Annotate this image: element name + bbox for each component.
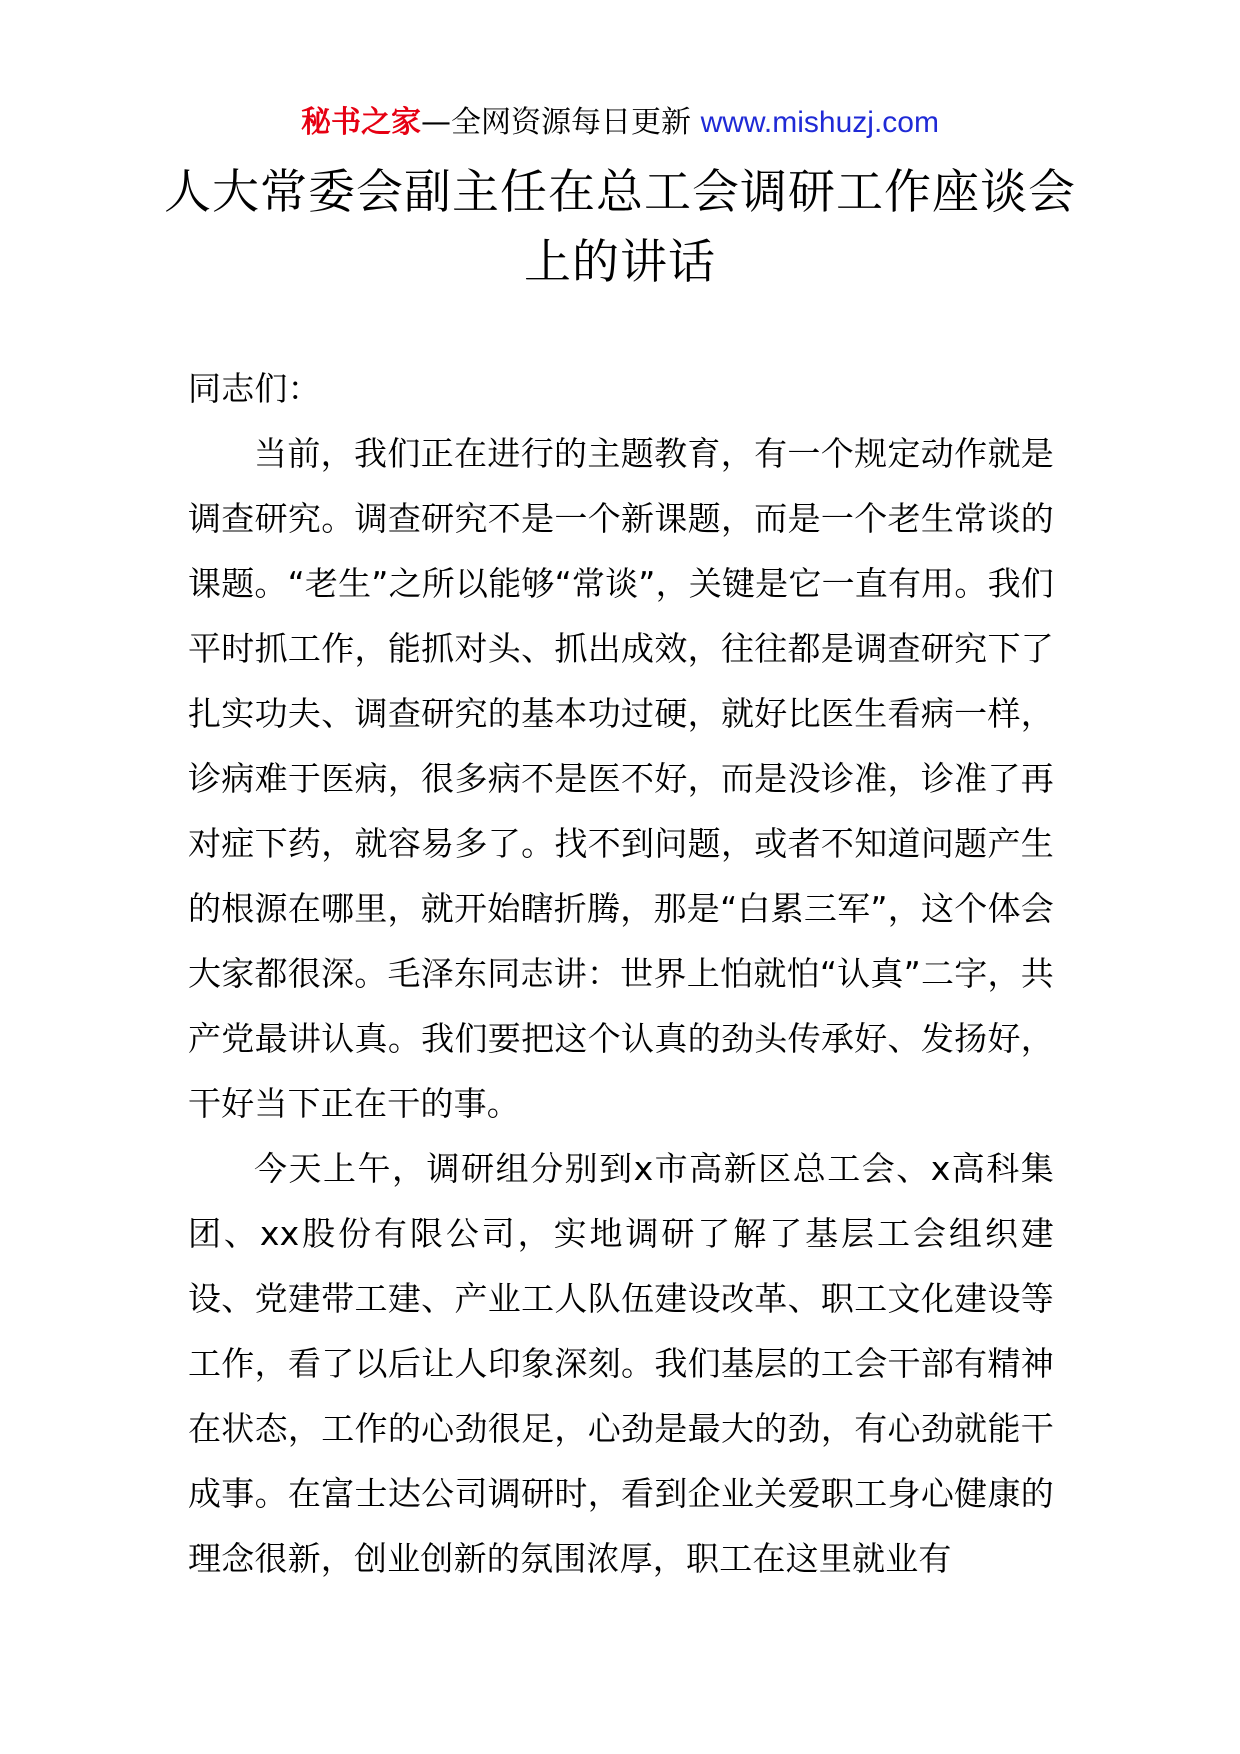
- document-body: [188, 356, 1054, 1591]
- site-header: [0, 98, 1240, 148]
- brand-name: 秘书之家: [301, 105, 422, 140]
- header-tagline: —全网资源每日更新: [421, 105, 701, 140]
- site-url-link[interactable]: www.mishuzj.com: [700, 106, 939, 139]
- body-paragraph-1: 当前，我们正在进行的主题教育，有一个规定动作就是调查研究。调查研究不是一个新课题，而是一个老生常谈的课题。“老生”之所以能够“常谈”，关键是它一直有用。我们平时抓工作，能抓对头、抓出成效，往往都是调查研究下了扎实功夫、调查研究的基本功过硬，就好比医生看病一样，诊病难于医病，很多病不是医不好，而是没诊准，诊准了再对症下药，就容易多了。找不到问题，或者不知道问题产生的根源在哪里，就开始瞎折腾，那是“白累三军”，这个体会大家都很深。毛泽东同志讲：世界上怕就怕“认真”二字，共产党最讲认真。我们要把这个认真的劲头传承好、发扬好，干好当下正在干的事。: [188, 434, 1054, 1123]
- document-title: 人大常委会副主任在总工会调研工作座谈会上的讲话: [164, 165, 1076, 290]
- salutation: 同志们：: [188, 369, 321, 408]
- body-paragraph-2: 今天上午，调研组分别到x市高新区总工会、x高科集团、xx股份有限公司，实地调研了解了基层工会组织建设、党建带工建、产业工人队伍建设改革、职工文化建设等工作，看了以后让人印象深刻。我们基层的工会干部有精神在状态，工作的心劲很足，心劲是最大的劲，有心劲就能干成事。在富士达公司调研时，看到企业关爱职工身心健康的理念很新，创业创新的氛围浓厚，职工在这里就业有: [188, 1149, 1054, 1578]
